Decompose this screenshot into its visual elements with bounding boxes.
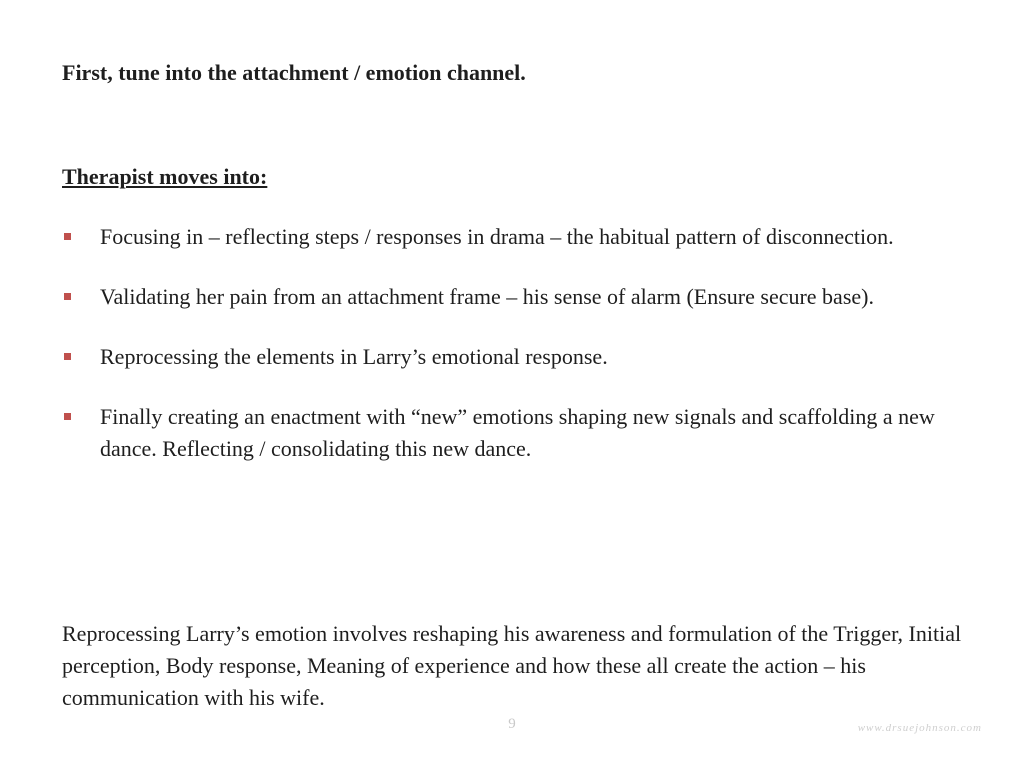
bullet-item (62, 401, 962, 465)
slide-heading: First, tune into the attachment / emotion channel. (62, 60, 526, 85)
watermark-url: www.drsuejohnson.com (857, 722, 982, 734)
bullet-item (62, 341, 962, 373)
bullet-text: Finally creating an enactment with “new” emotions shaping new signals and scaffolding a new dance. Reflecting / consolidating this new dance. (100, 404, 935, 461)
square-bullet-icon (64, 233, 71, 240)
summary-paragraph: Reprocessing Larry’s emotion involves reshaping his awareness and formulation of the Trigger, Initial perception, Body response, Meaning of experience and how these all create the action – his communication with his wife. (62, 621, 962, 710)
bullet-list (62, 221, 962, 493)
bullet-item (62, 221, 962, 253)
page-number: 9 (508, 716, 516, 732)
bullet-text: Reprocessing the elements in Larry’s emotional response. (100, 344, 608, 369)
square-bullet-icon (64, 353, 71, 360)
square-bullet-icon (64, 293, 71, 300)
bullet-item (62, 281, 962, 313)
bullet-text: Focusing in – reflecting steps / responses in drama – the habitual pattern of disconnection. (100, 224, 894, 249)
section-subheading: Therapist moves into: (62, 164, 268, 189)
square-bullet-icon (64, 413, 71, 420)
bullet-text: Validating her pain from an attachment frame – his sense of alarm (Ensure secure base). (100, 284, 874, 309)
